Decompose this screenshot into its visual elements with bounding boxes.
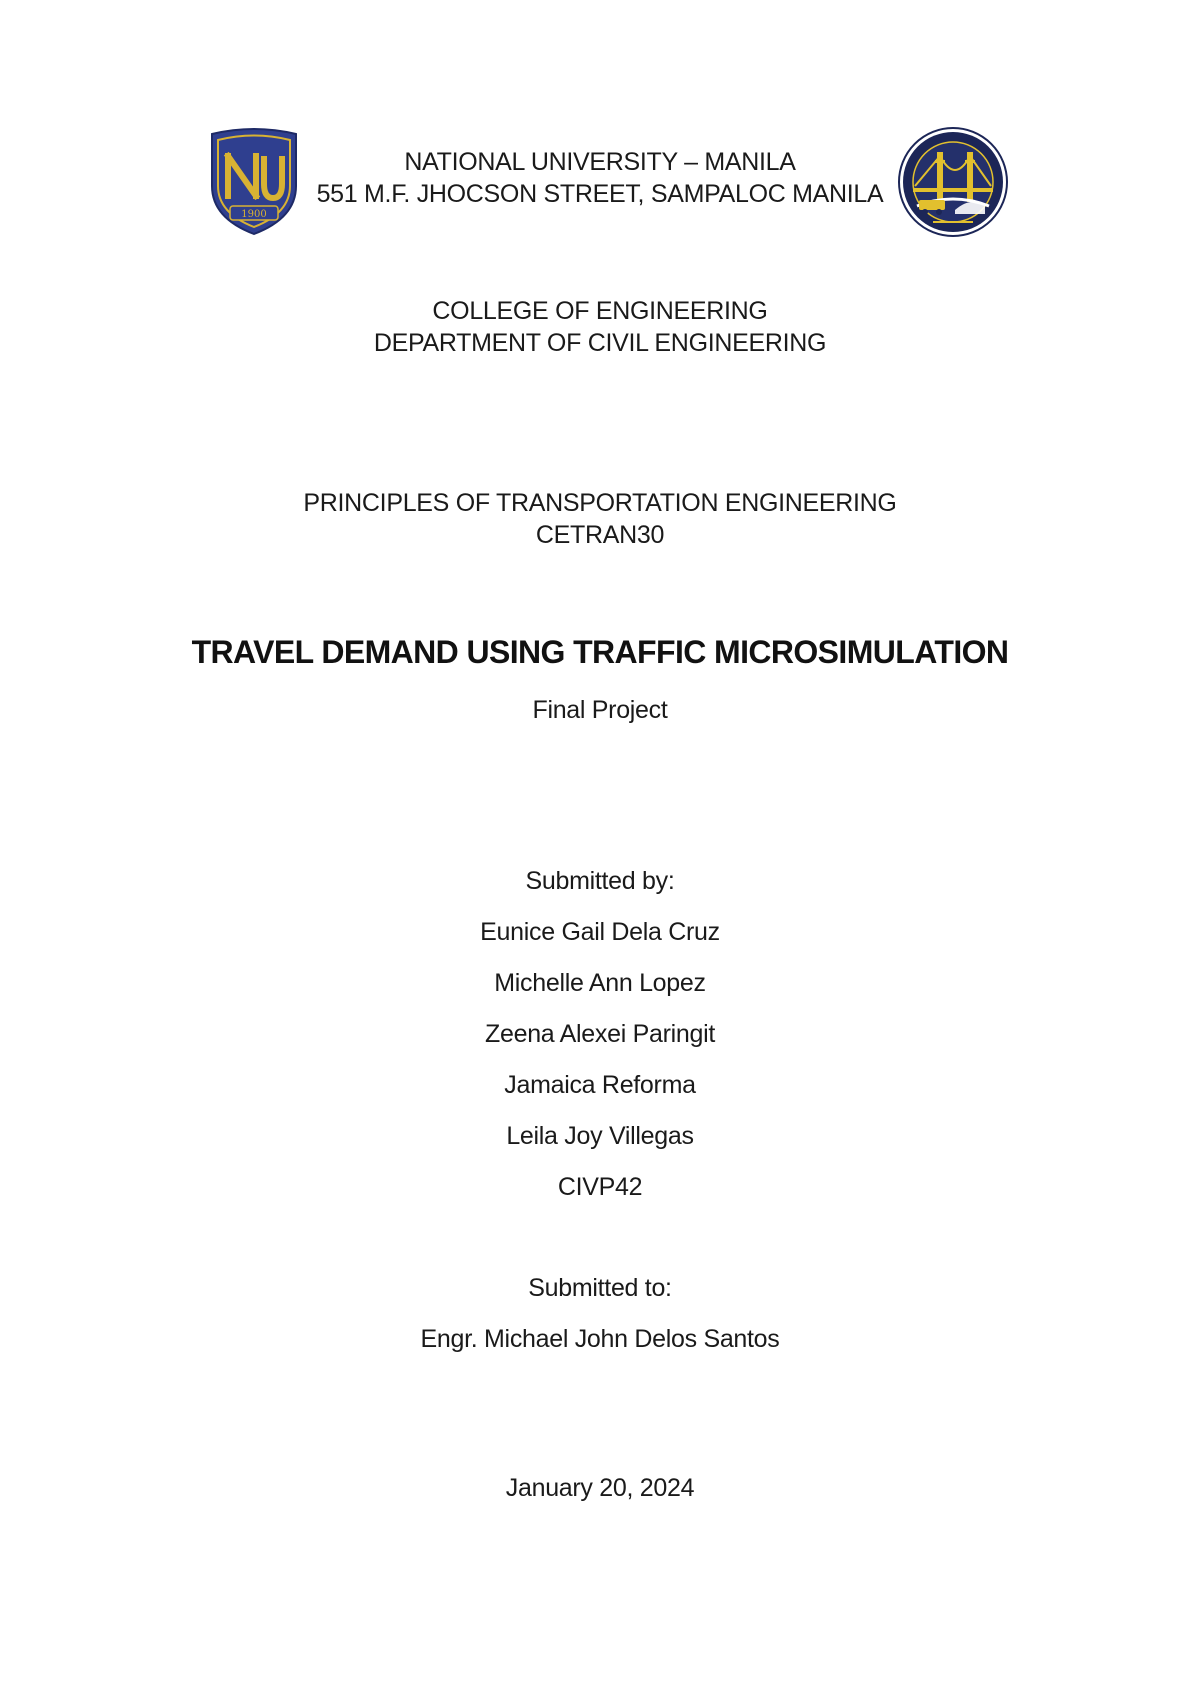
section-code: CIVP42 xyxy=(557,1173,643,1201)
member-name: Eunice Gail Dela Cruz xyxy=(480,918,720,946)
seal-year: 1900 xyxy=(241,209,267,220)
member-name: Jamaica Reforma xyxy=(504,1071,696,1099)
university-name: NATIONAL UNIVERSITY – MANILA xyxy=(404,148,796,176)
university-address: 551 M.F. JHOCSON STREET, SAMPALOC MANILA xyxy=(316,180,884,208)
submitted-to-label: Submitted to: xyxy=(528,1274,672,1302)
member-name: Leila Joy Villegas xyxy=(506,1122,694,1150)
member-name: Zeena Alexei Paringit xyxy=(485,1020,715,1048)
course-title: PRINCIPLES OF TRANSPORTATION ENGINEERING xyxy=(303,489,897,517)
instructor-name: Engr. Michael John Delos Santos xyxy=(420,1325,780,1353)
submitted-by-label: Submitted by: xyxy=(525,867,675,895)
project-title: TRAVEL DEMAND USING TRAFFIC MICROSIMULATION xyxy=(191,634,1009,670)
department-name: DEPARTMENT OF CIVIL ENGINEERING xyxy=(373,329,827,357)
project-subtitle: Final Project xyxy=(532,696,668,724)
member-name: Michelle Ann Lopez xyxy=(494,969,706,997)
submission-date: January 20, 2024 xyxy=(505,1474,695,1502)
civil-engineering-bridge-seal-icon xyxy=(897,126,1009,238)
college-name: COLLEGE OF ENGINEERING xyxy=(432,297,768,325)
course-code: CETRAN30 xyxy=(535,521,665,549)
